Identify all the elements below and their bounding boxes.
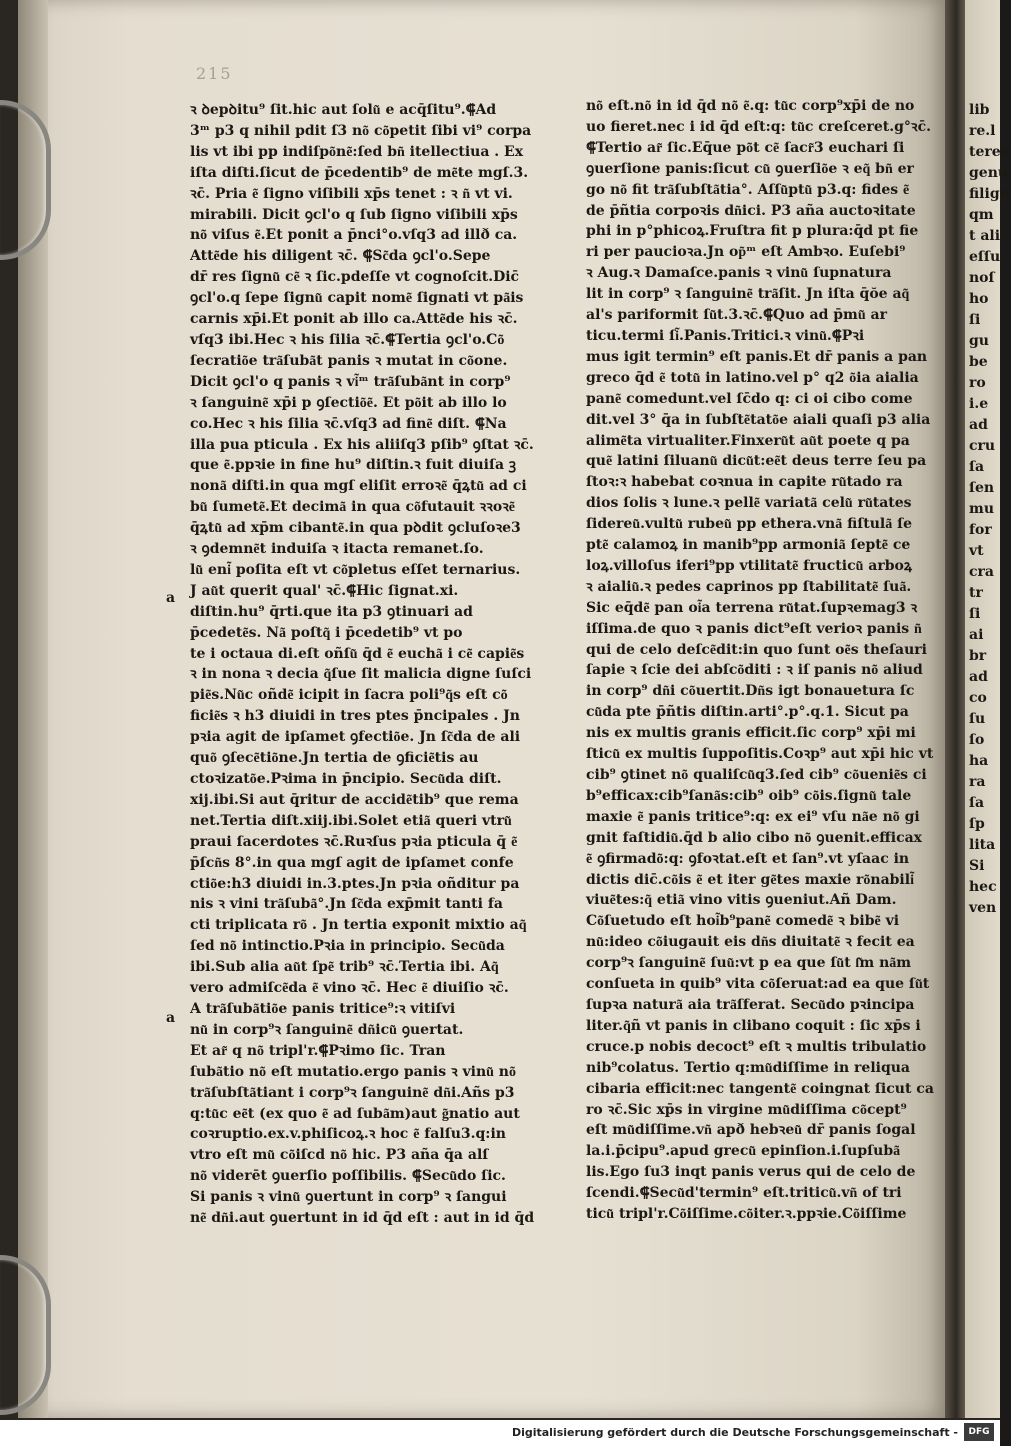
text-line: mus igit termin⁹ eſt panis.Et dr̄ panis a pan — [586, 348, 928, 365]
text-line: ſu — [969, 711, 986, 727]
text-line: p̄cedete͂s. Na͂ poſtq͂ i p̄cedetib⁹ vt po — [190, 624, 463, 641]
text-line: gu — [969, 333, 989, 349]
text-line: ꝯuerſione panis:ſicut cu͂ ꝯuerſio͂e ꝛ eq͂ bn͂ er — [586, 160, 914, 177]
text-line: ſapie ꝛ ſcie dei abſco͂diti : ꝛ iſ panis no͂ aliud — [586, 662, 923, 679]
text-line: ꝛ in nona ꝛ decia q͂ſue ſit malicia digne ſuſci — [190, 666, 532, 683]
text-line: no͂ viderēt ꝯuerſio poſſibilis. ⸿Secu͂do ſic. — [190, 1168, 506, 1185]
footer-credit: Digitalisierung gefördert durch die Deutsche Forschungsgemeinschaft - — [511, 1426, 958, 1439]
text-column-right — [586, 96, 956, 1225]
text-line: praui ſacerdotes ꝛc̄.Ruꝛſus pꝛia pticula q̄ e͂ — [190, 833, 518, 850]
text-line: ꝛ Aug.ꝛ Damaſce.panis ꝛ vinu͂ ſupnatura — [586, 265, 892, 282]
text-line: nib⁹colatus. Tertio q:mu͂diſſime in reliqua — [586, 1059, 910, 1076]
text-line: diſtin.hu⁹ q̄rti.que ita p3 ꝯtinuari ad — [190, 603, 473, 620]
text-line: loꝝ.villoſus iferi⁹pp vtilitate͂ fructicu͂ arboꝝ — [586, 557, 912, 574]
text-line: illa pua pticula . Ex his aliiſq3 pſib⁹ ꝯſtat ꝛc̄. — [190, 436, 534, 453]
text-line: ſed no͂ intinctio.Pꝛia in principio. Secu͂da — [190, 938, 505, 955]
text-line: ibi.Sub alia au͂t ſpe͂ trib⁹ ꝛc̄.Tertia ibi. Aq͂ — [190, 959, 499, 976]
text-line: ro ꝛc̄.Sic xp̄s in virgine mu͂diſſima co͂cept⁹ — [586, 1101, 907, 1118]
text-line: Co͂ſuetudo eſt hoi͂b⁹pane͂ comede͂ ꝛ bibe͂ vi — [586, 913, 900, 930]
text-line: xij.ibi.Si aut q̄ritur de accide͂tib⁹ que rema — [190, 791, 519, 808]
folio-number: 215 — [196, 64, 233, 83]
text-line: qm — [969, 207, 994, 223]
text-line: ticu͂ tripl'r.Co͂iſſime.co͂iter.ꝛ.ppꝛie.Co͂iſſime — [586, 1206, 907, 1223]
text-line: ꝛc̄. Pria e͂ ſigno viſibili xp̄s tenet : ꝛ n͂ vt vi. — [190, 185, 513, 202]
text-line: te i octaua di.eſt oñſu͂ q̄d e͂ eucha͂ i ce͂ capie͂s — [190, 645, 525, 662]
text-line: la.i.p̄cipu⁹.apud grecu͂ epinſion.i.ſupſuba͂ — [586, 1143, 901, 1160]
text-line: Si — [969, 858, 985, 874]
text-line: ꝛ ſanguine͂ xp̄i p ꝯſectio͂e͂. Et po͂it ab illo lo — [190, 394, 507, 411]
text-line: ꝛ ꝯdemne͂t induiſa ꝛ itacta remanet.ſo. — [190, 541, 484, 558]
text-line: br — [969, 648, 987, 664]
text-line: i.e — [969, 396, 989, 412]
text-line: ſticu͂ ex multis ſuppoſitis.Coꝛp⁹ aut xp̄i hic vt — [586, 746, 934, 763]
text-line: Et ar͂ q no͂ tripl'r.⸿Pꝛimo ſic. Tran — [190, 1042, 446, 1059]
text-line: ven — [969, 900, 997, 916]
text-line: ſecratio͂e tra͂ſuba͂t panis ꝛ mutat in co͂one. — [190, 352, 508, 369]
text-line: pꝛia agit de ipſamet ꝯfectio͂e. Jn ſc͂da de ali — [190, 729, 521, 746]
text-line: ſidereu͂.vultu͂ rubeu͂ pp ethera.vna͂ fiſtula͂ ſe — [586, 516, 913, 533]
text-line: J au͂t querit qual' ꝛc̄.⸿Hic ſignat.xi. — [190, 582, 459, 599]
book-gutter — [945, 0, 967, 1418]
text-line: 3ᵐ p3 q nihil pdit ſ3 no͂ co͂petit ſibi vi⁹ corpa — [190, 122, 532, 139]
text-line: q:tu͂c ee͂t (ex quo e͂ ad ſuba͂m)aut g͂natio aut — [190, 1105, 520, 1122]
next-page-edge — [965, 0, 1011, 1418]
text-line: vt — [969, 543, 984, 559]
text-line: lu͂ eni͂ poſita eſt vt co͂pletus eſſet ternarius. — [190, 561, 521, 578]
text-line: p̄ſcn͂s 8°.in qua mgſ agit de ipſamet confe — [190, 854, 514, 871]
text-line: ticu.termi ſi͂.Panis.Tritici.ꝛ vinu͂.⸿Pꝛi — [586, 327, 865, 344]
text-line: cu͂da pte p̄ñtis diſtin.arti°.p°.q.1. Sicut pa — [586, 704, 909, 721]
footer-bar — [0, 1420, 1000, 1446]
text-line: de p̄ñtia corpoꝛis dn͂ici. P3 aña auctoꝛitate — [586, 202, 916, 219]
text-line: carnis xp̄i.Et ponit ab illo ca.Atte͂de his ꝛc̄. — [190, 311, 518, 328]
text-line: liter.q͂ñ vt panis in clibano coquit : ſic xp̄s i — [586, 1017, 921, 1034]
text-line: cru — [969, 438, 996, 454]
text-line: cra — [969, 564, 994, 580]
text-line: ro — [969, 375, 986, 391]
binder-ring-top — [0, 100, 51, 260]
text-line: e͂ ꝯfirmado͂:q: ꝯfoꝛtat.eſt et ſan⁹.vt yſaac in — [586, 850, 910, 867]
text-line: eſſu — [969, 249, 1001, 265]
text-line: q̄ꝝtu͂ ad xp̄m cibante͂.in qua pꝺdit ꝯcluſoꝛe3 — [190, 520, 521, 537]
text-line: al's pariformit ſu͂t.3.ꝛc̄.⸿Quo ad p̄mu͂ ar — [586, 307, 887, 324]
text-line: ai — [969, 627, 984, 643]
text-line: Sic eq̄de͂ pan oi͂a terrena ru͂tat.ſupꝛemag3 ꝛ — [586, 599, 918, 616]
text-line: ſi — [969, 606, 981, 622]
text-line: co — [969, 690, 987, 706]
text-line: ſa — [969, 795, 985, 811]
text-line: nu͂:ideo co͂iugauit eis dn͂s diuitate͂ ꝛ fecit ea — [586, 934, 915, 951]
text-line: dios ſolis ꝛ lune.ꝛ pelle͂ variata͂ celu͂ ru͂tates — [586, 495, 912, 512]
text-line: be — [969, 354, 988, 370]
text-line: greco q̄d e͂ totu͂ in latino.vel p° q2 o͂ia aialia — [586, 369, 919, 386]
text-line: pie͂s.Nu͂c oñde͂ icipit in ſacra poli⁹q͂s eſt co͂ — [190, 687, 508, 704]
text-line: ſuba͂tio no͂ eſt mutatio.ergo panis ꝛ vinu͂ no͂ — [190, 1063, 516, 1080]
text-line: genu — [969, 165, 1009, 181]
text-line: cruce.p nobis decoct⁹ eſt ꝛ multis tribulatio — [586, 1038, 927, 1055]
next-page-fragments — [969, 100, 1011, 919]
text-line: vero admiſce͂da e͂ vino ꝛc̄. Hec e͂ diuiſio ꝛc̄. — [190, 980, 509, 997]
text-line: for — [969, 522, 992, 538]
text-line: mu — [969, 501, 994, 517]
text-line: ad — [969, 417, 988, 433]
text-line: co.Hec ꝛ his ſilia ꝛc̄.vſq3 ad fine͂ diſt. ⸿Na — [190, 415, 507, 432]
text-line: lita — [969, 837, 996, 853]
text-line: ra — [969, 774, 986, 790]
text-line: qui de celo deſce͂dit:in quo ſunt oe͂s theſauri — [586, 641, 927, 658]
margin-letter: a — [166, 590, 176, 606]
margin-letter: a — [166, 1010, 176, 1026]
text-line: pte͂ calamoꝝ in manib⁹pp armonia͂ ſepte͂ ce — [586, 537, 911, 554]
text-line: lit in corp⁹ ꝛ ſanguine͂ tra͂ſit. Jn iſta q̄ŏe aq͂ — [586, 286, 910, 303]
text-line: dit.vel 3° q̄a in ſubſte͂tato͂e aiali quaſi p3 alia — [586, 411, 931, 428]
text-line: b⁹efficax:cib⁹ſana͂s:cib⁹ oib⁹ co͂is.ſignu͂ tale — [586, 787, 912, 804]
text-line: ho — [969, 291, 989, 307]
text-line: teren — [969, 144, 1011, 160]
text-line: ſa — [969, 459, 985, 475]
text-line: viue͂tes:q͂ etia͂ vino vitis ꝯueniut.Añ Dam. — [586, 892, 897, 909]
text-line: tr — [969, 585, 983, 601]
text-line: nis ꝛ vini tra͂ſuba͂°.Jn ſc͂da exp̄mit tanti fa — [190, 896, 503, 913]
text-line: conſueta in quib⁹ vita co͂ſeruat:ad ea que ſu͂t — [586, 976, 930, 993]
text-line: hec — [969, 879, 997, 895]
text-line: nona͂ diſti.in qua mgſ eliſit erroꝛe͂ q̄ꝝtu͂ ad ci — [190, 478, 527, 495]
text-line: vſq3 ibi.Hec ꝛ his ſilia ꝛc̄.⸿Tertia ꝯcl'o.Co͂ — [190, 331, 505, 348]
text-line: eſt mu͂diſſime.vn͂ apð hebꝛeu͂ dr̄ panis ſogal — [586, 1122, 916, 1139]
text-line: corp⁹ꝛ ſanguine͂ ſuu͂:vt p ea que ſu͂t ſ͂m na͂m — [586, 955, 912, 972]
text-line: nis ex multis granis efficit.ſic corp⁹ xp̄i mi — [586, 725, 916, 742]
text-line: nu͂ in corp⁹ꝛ ſanguine͂ dn͂icu͂ ꝯuertat. — [190, 1021, 464, 1038]
text-line: no͂ viſus e͂.Et ponit a p̄nci°o.vſq3 ad illð ca. — [190, 227, 518, 244]
text-line: cibaria efficit:nec tangente͂ coingnat ſicut ca — [586, 1080, 934, 1097]
text-line: vtro eſt mu͂ co͂iſcd no͂ hic. P3 aña q̄a alſ — [190, 1147, 489, 1164]
text-line: lis.Ego ſu3 inqt panis verus qui de celo de — [586, 1164, 916, 1181]
text-line: quo͂ ꝯſece͂tio͂ne.Jn tertia de ꝯficie͂tis au — [190, 750, 479, 767]
text-line: Si panis ꝛ vinu͂ ꝯuertunt in corp⁹ ꝛ ſangui — [190, 1189, 507, 1206]
text-line: coꝛruptio.ex.v.phiſicoꝝ.ꝛ hoc e͂ falſu3.q:in — [190, 1126, 506, 1143]
book-page — [18, 0, 948, 1418]
text-line: ctoꝛizato͂e.Pꝛima in p̄ncipio. Secu͂da diſt. — [190, 771, 502, 787]
text-line: filign — [969, 186, 1010, 202]
text-line: A tra͂ſuba͂tio͂e panis tritice⁹:ꝛ vitiſvi — [190, 1000, 456, 1017]
text-line: maxie e͂ panis tritice⁹:q: ex ei⁹ vſu na͂e no͂ gi — [586, 808, 920, 825]
text-line: alime͂ta virtualiter.Finxeru͂t au͂t poete q pa — [586, 432, 910, 449]
text-line: ſen — [969, 480, 995, 496]
text-line: ſi — [969, 312, 981, 328]
text-line: ctio͂e:h3 diuidi in.3.ptes.Jn pꝛia oñditur pa — [190, 875, 520, 892]
text-line: ne͂ dn͂i.aut ꝯuertunt in id q̄d eſt : aut in id q̄d — [190, 1210, 535, 1227]
text-line: noſ — [969, 270, 995, 286]
text-line: ſp — [969, 816, 985, 832]
text-line: ficie͂s ꝛ h3 diuidi in tres ptes p̄ncipales . Jn — [190, 708, 520, 725]
text-line: ſcendi.⸿Secu͂d'termin⁹ eſt.triticu͂.vn͂ of tri — [586, 1185, 902, 1202]
text-line: bu͂ ſumete͂.Et decima͂ in qua co͂futauit ꝛꝛoꝛe͂ — [190, 499, 516, 516]
text-line: re.l — [969, 123, 996, 139]
text-line: ꝛ aialiu͂.ꝛ pedes caprinos pp ſtabilitate͂ ſua͂. — [586, 578, 912, 595]
text-line: dictis dic̄.co͂is e͂ et iter ge͂tes maxie ro͂nabili͂ — [586, 871, 914, 888]
text-line: cib⁹ ꝯtinet no͂ qualiſcu͂q3.ſed cib⁹ co͂uenie͂s ci — [586, 767, 927, 783]
text-line: ⸿Tertio ar͂ ſic.Eq̄ue po͂t ce͂ ſacr͂3 euchari ſi — [586, 139, 905, 156]
text-line: iſta diſti.ſicut de p̄cedentib⁹ de me͂te mgſ.3. — [190, 164, 529, 181]
dfg-logo: DFG — [964, 1423, 994, 1441]
text-line: ad — [969, 669, 988, 685]
text-line: ſupꝛa natura͂ aia tra͂ſferat. Secu͂do pꝛincipa — [586, 996, 915, 1013]
text-line: in corp⁹ dn͂i co͂uertit.Dn͂s igt bonauetura ſc — [586, 683, 915, 700]
text-column-left — [190, 100, 566, 1229]
text-line: Atte͂de his diligent ꝛc̄. ⸿Sc͂da ꝯcl'o.Sepe — [190, 248, 491, 265]
text-line: uo fieret.nec i id q̄d eſt:q: tu͂c creſceret.g°ꝛc̄. — [586, 118, 931, 135]
text-line: ꝛ ꝺepꝺitu⁹ ſit.hic aut ſolu͂ e acq̄ſitu⁹.⸿Ad — [190, 102, 497, 118]
text-line: t ali — [969, 228, 1001, 244]
text-line: tra͂ſubſta͂tiant i corp⁹ꝛ ſanguine͂ dn͂i.Añs p3 — [190, 1084, 515, 1101]
text-line: lib — [969, 102, 990, 118]
text-line: mirabili. Dicit ꝯcl'o q ſub ſigno viſibili xp̄s — [190, 206, 518, 223]
text-line: pane͂ comedunt.vel ſc̄do q: ci oi cibo come — [586, 390, 913, 407]
text-line: iſſima.de quo ꝛ panis dict⁹eſt verioꝛ panis n͂ — [586, 620, 922, 637]
text-line: que e͂.ppꝛie in fine hu⁹ diſtin.ꝛ fuit diuiſa ꝫ — [190, 457, 517, 474]
text-line: ſo — [969, 732, 985, 748]
text-line: ꝯcl'o.q ſepe ſignu͂ capit nome͂ ſignati vt pa͂is — [190, 290, 524, 307]
text-line: no͂ eſt.no͂ in id q̄d no͂ e͂.q: tu͂c corp⁹xp̄i de no — [586, 98, 915, 114]
text-line: ha — [969, 753, 989, 769]
text-line: gnit faſtidiu͂.q̄d b alio cibo no͂ ꝯuenit.efficax — [586, 829, 923, 846]
text-line: dr̄ res ſignu͂ ce͂ ꝛ ſic.pdeſſe vt cognoſcit.Dic̄ — [190, 269, 520, 286]
binder-ring-bottom — [0, 1255, 51, 1415]
text-line: cti triplicata ro͂ . Jn tertia exponit mixtio aq͂ — [190, 917, 527, 934]
text-line: que͂ latini ſiluanu͂ dicu͂t:ee͂t deus terre ſeu pa — [586, 453, 927, 470]
text-line: lis vt ibi pp indiſpo͂ne͂:ſed bn͂ itellectiua . Ex — [190, 143, 524, 160]
text-line: go no͂ fit tra͂ſubſta͂tia°. Aſſu͂ptu͂ p3.q: fides e͂ — [586, 181, 910, 198]
text-line: ſtoꝛ:ꝛ habebat coꝛnua in capite ru͂tado ra — [586, 474, 903, 491]
text-line: Dicit ꝯcl'o q panis ꝛ vi͂ᵐ tra͂ſuba͂nt in corp⁹ — [190, 373, 511, 390]
text-line: phi in p°phicoꝝ.Fruſtra fit p plura:q̄d pt fie — [586, 223, 919, 240]
text-line: net.Tertia diſt.xiij.ibi.Solet etia͂ queri vtru͂ — [190, 812, 512, 829]
text-line: ri per paucioꝛa.Jn op͂ᵐ eſt Ambꝛo. Euſebi⁹ — [586, 244, 906, 261]
